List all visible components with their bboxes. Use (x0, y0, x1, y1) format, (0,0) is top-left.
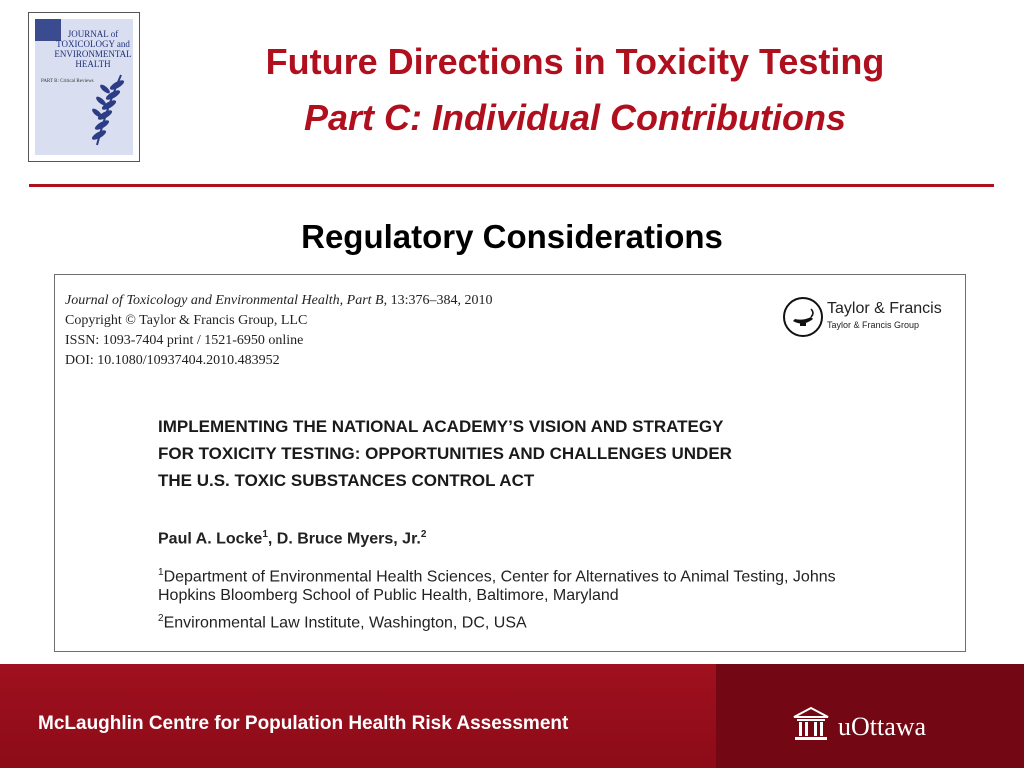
affiliation-2 (158, 607, 527, 634)
paper-title-line-3: THE U.S. TOXIC SUBSTANCES CONTROL ACT (158, 471, 535, 490)
author-1: Paul A. Locke (158, 530, 263, 548)
journal-cover-image (28, 12, 140, 162)
citation-copyright: Copyright © Taylor & Francis Group, LLC (65, 313, 308, 328)
author-2: D. Bruce Myers, Jr. (276, 530, 421, 548)
publisher-name: Taylor & Francis (827, 300, 942, 317)
citation-journal-line (65, 291, 493, 311)
publisher-group: Taylor & Francis Group (827, 320, 920, 330)
organization-name: McLaughlin Centre for Population Health Risk Assessment (38, 713, 569, 734)
section-heading: Regulatory Considerations (301, 218, 723, 255)
laurel-icon (87, 71, 131, 149)
slide-title: Future Directions in Toxicity Testing (265, 41, 885, 82)
slide-subtitle: Part C: Individual Contributions (304, 97, 846, 138)
paper-title-line-1: IMPLEMENTING THE NATIONAL ACADEMY’S VISION AND STRATEGY (158, 417, 724, 436)
paper-authors (158, 523, 426, 551)
paper-excerpt (54, 274, 966, 652)
paper-title-line-2: FOR TOXICITY TESTING: OPPORTUNITIES AND CHALLENGES UNDER (158, 444, 732, 463)
affiliation-2-text: Environmental Law Institute, Washington, DC, USA (163, 614, 527, 632)
affiliation-1-mark: 1 (158, 567, 164, 578)
lamp-logo-icon (783, 297, 823, 337)
affiliation-1-text: Department of Environmental Health Sciences, Center for Alternatives to Animal Testing, Johns (163, 568, 836, 586)
citation-volume-pages: , 13:376–384, 2010 (383, 293, 493, 308)
university-logo-text: uOttawa (838, 712, 927, 741)
title-divider (29, 184, 994, 187)
cover-panel (35, 19, 133, 155)
author-2-affiliation-mark: 2 (420, 529, 427, 540)
citation-issn: ISSN: 1093-7404 print / 1521-6950 online (65, 333, 304, 348)
building-columns-icon (792, 705, 830, 743)
affiliation-1-line-2: Hopkins Bloomberg School of Public Health, Baltimore, Maryland (158, 587, 619, 604)
cover-part-label: PART B: Critical Reviews (41, 79, 94, 84)
cover-journal-title: JOURNAL of TOXICOLOGY and ENVIRONMENTAL HEALTH (54, 29, 132, 69)
citation-doi: DOI: 10.1080/10937404.2010.483952 (65, 353, 280, 368)
author-separator: , (267, 530, 277, 548)
author-1-affiliation-mark: 1 (262, 529, 268, 540)
affiliation-2-mark: 2 (158, 613, 164, 624)
citation-journal: Journal of Toxicology and Environmental Health, Part B (65, 293, 384, 308)
